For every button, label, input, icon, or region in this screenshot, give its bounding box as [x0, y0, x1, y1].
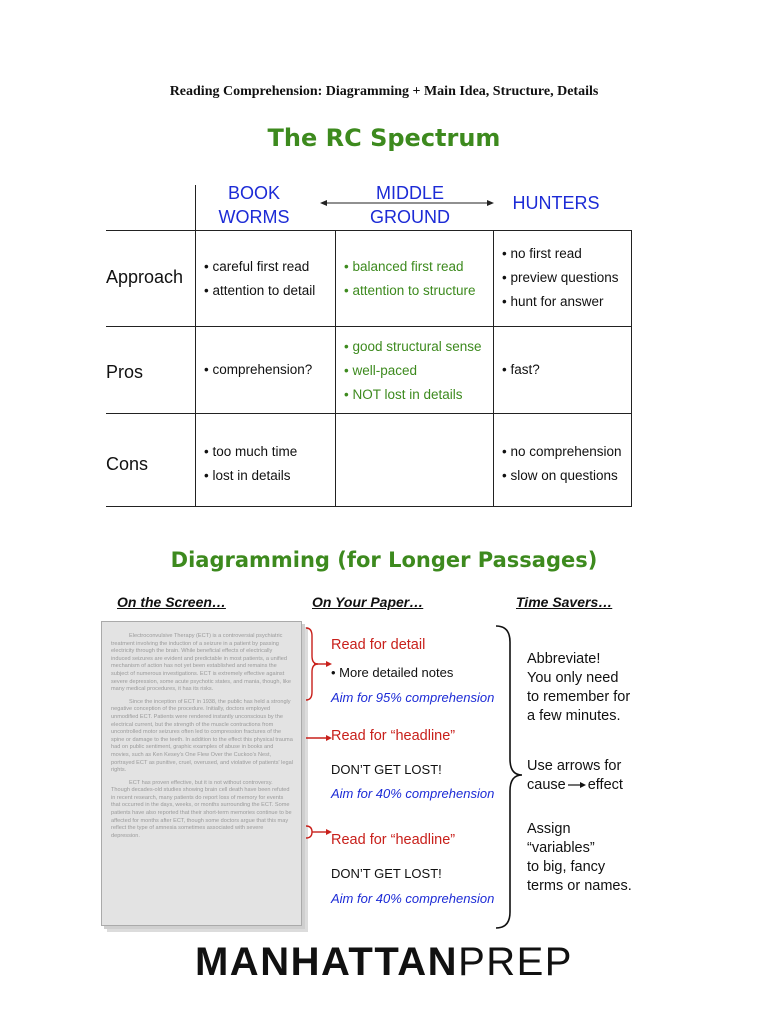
diagramming-title: Diagramming (for Longer Passages) [170, 548, 598, 572]
table-divider [106, 413, 632, 414]
table-divider [335, 230, 336, 506]
curly-brace-icon [494, 624, 524, 930]
paper-note: • More detailed notes [331, 665, 454, 680]
saver-line: to big, fancy [527, 859, 606, 875]
cell-line: • attention to detail [204, 283, 316, 298]
cell-line: • attention to structure [344, 283, 476, 298]
rc-spectrum-title: The RC Spectrum [267, 124, 501, 152]
saver-line: terms or names. [527, 878, 632, 894]
subhead-on-your-paper: On Your Paper… [312, 594, 424, 610]
table-cell [502, 242, 619, 314]
screen-passage-page [101, 621, 302, 926]
time-saver-abbreviate [527, 650, 687, 726]
cell-line: • good structural sense [344, 339, 482, 354]
cell-line: • no comprehension [502, 444, 622, 459]
cell-line: • NOT lost in details [344, 387, 463, 402]
cell-line: • slow on questions [502, 468, 618, 483]
paper-note: DON’T GET LOST! [331, 762, 442, 777]
table-divider [106, 506, 632, 507]
table-cell [204, 358, 312, 382]
table-cell [344, 335, 482, 407]
subhead-time-savers: Time Savers… [516, 594, 613, 610]
cell-line: • balanced first read [344, 259, 464, 274]
manhattan-prep-logo [0, 940, 768, 985]
passage-paragraph: Since the inception of ECT in 1938, the public has held a strongly negative conception of the procedure. Initially, doctors employed unmodified ECT. Patients were rendered instantly unconscious by the electrical current, but the strength of the muscle contractions from uncontrolled motor seizures often led to compression fractures of the spine or damage to the teeth. In addition to the effect this physical trauma had on public sentiment, graphic examples of abuse in books and movies, such as Ken Kesey's One Flew Over the Cuckoo's Nest, portrayed ECT as punitive, cruel, overused, and violative of patients' legal rights. [111, 698, 293, 774]
paper-heading-headline: Read for “headline” [331, 832, 456, 848]
saver-line: Assign [527, 821, 571, 837]
brand-manhattan: MANHATTAN [194, 940, 459, 984]
table-cell [502, 440, 622, 488]
cell-line: • preview questions [502, 270, 619, 285]
table-divider [195, 185, 196, 506]
passage-paragraph: Electroconvulsive Therapy (ECT) is a controversial psychiatric treatment involving the induction of a seizure in a patient by passing electricity through the brain. While beneficial effects of electrically induced seizures are evident and predictable in most patients, a unified mechanism of action has not yet been established and remains the subject of numerous investigations. ECT is extremely effective against severe depression, some acute psychotic states, and mania, though, like many medical procedures, it has its risks. [111, 633, 292, 693]
cell-line: • fast? [502, 362, 540, 377]
table-cell [344, 255, 476, 303]
saver-cause: cause [527, 777, 566, 793]
table-divider [106, 326, 632, 327]
row-label-cons: Cons [106, 454, 149, 474]
time-saver-variables [527, 820, 687, 896]
table-cell [502, 358, 540, 382]
column-head-line: GROUND [370, 207, 450, 227]
red-bracket-arrows [304, 626, 332, 876]
saver-line: Abbreviate! [527, 651, 601, 667]
table-cell [204, 440, 297, 488]
row-label-pros: Pros [106, 362, 144, 382]
paper-heading-headline: Read for “headline” [331, 728, 456, 744]
row-label-approach: Approach [106, 267, 184, 287]
paper-heading-detail: Read for detail [331, 637, 426, 653]
table-divider [106, 230, 632, 231]
brand-prep: PREP [458, 940, 573, 984]
column-head-line: MIDDLE [375, 183, 444, 203]
column-head-line: WORMS [218, 207, 290, 227]
cell-line: • hunt for answer [502, 294, 604, 309]
saver-effect: effect [587, 777, 623, 793]
cell-line: • comprehension? [204, 362, 313, 377]
table-divider [631, 230, 632, 506]
paper-aim: Aim for 95% comprehension [331, 690, 495, 705]
table-cell [204, 255, 315, 303]
red-brace-icon [306, 826, 312, 838]
saver-line-cause-effect [527, 776, 687, 795]
saver-line: a few minutes. [527, 708, 621, 724]
time-saver-arrows [527, 757, 687, 795]
double-arrow-icon [320, 197, 494, 209]
paper-note: DON’T GET LOST! [331, 866, 442, 881]
column-head-line: BOOK [227, 183, 280, 203]
right-arrow-icon [567, 780, 587, 790]
paper-aim: Aim for 40% comprehension [331, 786, 495, 801]
passage-paragraph: ECT has proven effective, but it is not without controversy. Though decades-old studies showing brain cell death have been refuted in recent research, many patients do report loss of memory for events that occurred in the days, weeks, or months surrounding the ECT. Some patients have also reported that their short-term memories continue to be affected for months after ECT, though some doctors argue that this may reflect the type of amnesia sometimes associated with severe depression. [111, 779, 292, 839]
saver-line: “variables” [527, 840, 595, 856]
saver-line: Use arrows for [527, 758, 622, 774]
column-head-hunters: HUNTERS [512, 193, 600, 213]
paper-aim: Aim for 40% comprehension [331, 891, 495, 906]
cell-line: • well-paced [344, 363, 418, 378]
cell-line: • no first read [502, 246, 582, 261]
document-header: Reading Comprehension: Diagramming + Main Idea, Structure, Details [169, 84, 599, 99]
saver-line: You only need [527, 670, 619, 686]
subhead-on-the-screen: On the Screen… [117, 594, 226, 610]
table-divider [493, 230, 494, 506]
cell-line: • careful first read [204, 259, 310, 274]
cell-line: • lost in details [204, 468, 291, 483]
saver-line: to remember for [527, 689, 631, 705]
column-head-book-worms [196, 181, 312, 229]
cell-line: • too much time [204, 444, 298, 459]
